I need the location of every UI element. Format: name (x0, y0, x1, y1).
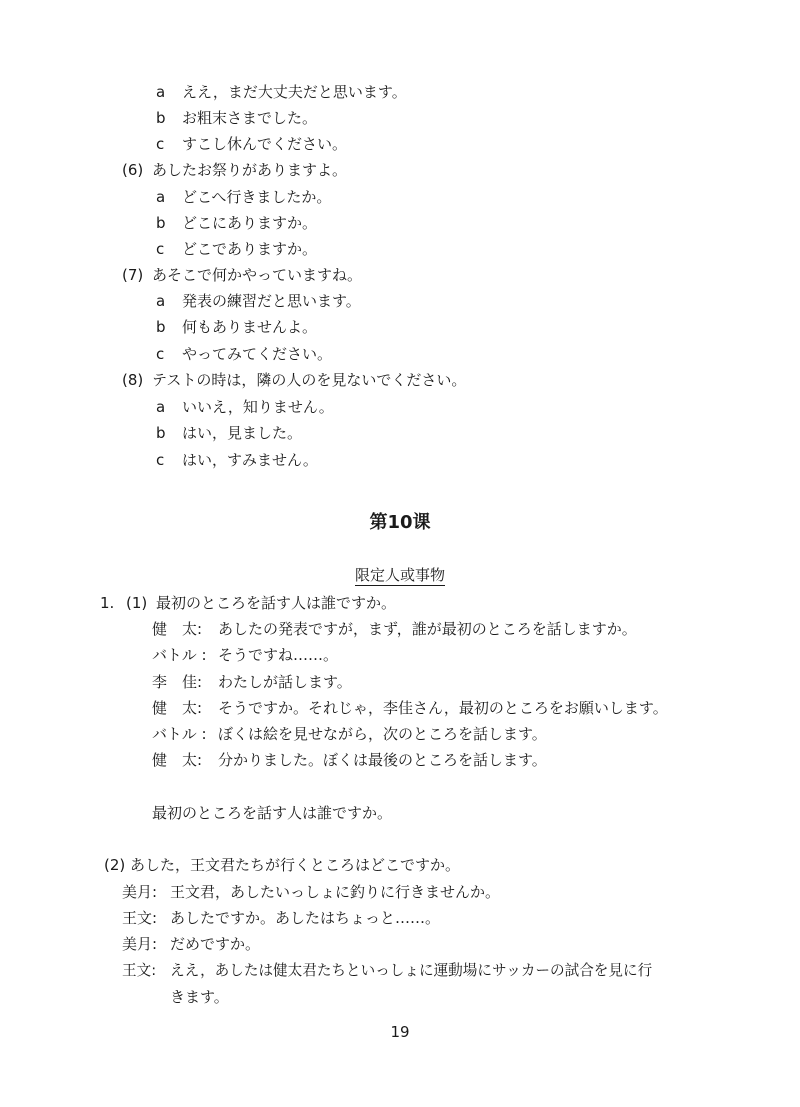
dialogue-line: 美月: 王文君，あしたいっしょに釣りに行きませんか。 (122, 883, 501, 901)
q8-option-a: a いいえ，知りません。 (156, 398, 334, 416)
dialogue-line: 王文: ええ，あしたは健太君たちといっしょに運動場にサッカーの試合を見に行 (122, 962, 653, 979)
dialogue-line: バトル : ぼくは絵を見せながら，次のところを話します。 (152, 725, 547, 743)
lesson-title: 第10课 (369, 512, 431, 533)
question-7: (7) あそこで何かやっていますね。 (122, 266, 363, 284)
question-repeat: 最初のところを話す人は誰ですか。 (152, 804, 393, 822)
dialogue-continuation: きます。 (170, 988, 229, 1006)
q5-option-a: a ええ，まだ大丈夫だと思います。 (156, 83, 407, 101)
q6-option-c: c どこでありますか。 (156, 240, 318, 258)
dialogue-line: 美月: だめですか。 (122, 935, 261, 953)
dialogue-line: 健 太: あしたの発表ですが，まず，誰が最初のところを話しますか。 (152, 620, 637, 638)
q5-option-c: c すこし休んでください。 (156, 135, 348, 153)
dialogue-line: バトル : そうですね……。 (152, 646, 339, 664)
q7-option-c: c やってみてください。 (156, 345, 333, 363)
section-title: 限定人或事物 (354, 566, 445, 584)
dialogue-line: 健 太: そうですか。それじゃ，李佳さん，最初のところをお願いします。 (152, 699, 668, 717)
q6-option-b: b どこにありますか。 (156, 214, 318, 232)
page-number: 19 (390, 1023, 410, 1041)
q6-option-a: a どこへ行きましたか。 (156, 188, 332, 206)
part1-question-1: 1. (1) 最初のところを話す人は誰ですか。 (100, 594, 397, 612)
q8-option-b: b はい，見ました。 (156, 424, 303, 442)
q7-option-a: a 発表の練習だと思います。 (156, 292, 361, 310)
dialogue-line: 王文: あしたですか。あしたはちょっと……。 (122, 909, 441, 927)
q5-option-b: b お粗末さまでした。 (156, 109, 318, 127)
q7-option-b: b 何もありませんよ。 (156, 318, 318, 336)
dialogue-line: 李 佳: わたしが話します。 (152, 673, 352, 691)
question-6: (6) あしたお祭りがありますよ。 (122, 161, 348, 179)
part1-question-2: (2) あした，王文君たちが行くところはどこですか。 (104, 856, 461, 874)
question-8: (8) テストの時は，隣の人のを見ないでください。 (122, 371, 467, 389)
dialogue-line: 健 太: 分かりました。ぼくは最後のところを話します。 (152, 751, 547, 769)
q8-option-c: c はい，すみません。 (156, 451, 318, 469)
